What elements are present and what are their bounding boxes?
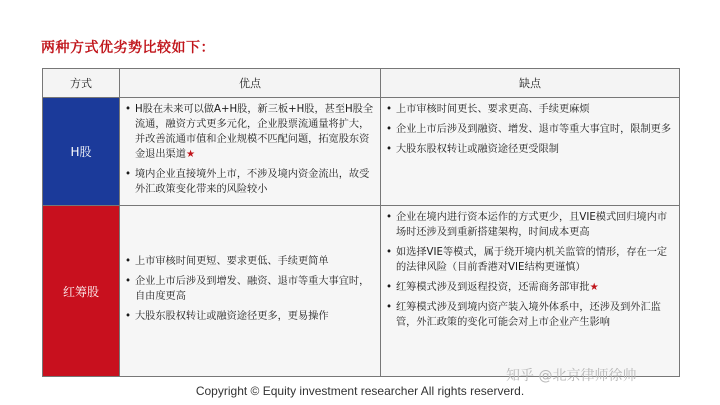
table-header-row — [43, 69, 680, 98]
list-item: • 上市审核时间更短、要求更低、手续更简单 — [125, 256, 329, 267]
star-icon: ★ — [589, 282, 599, 293]
row-label-red-chip: 红筹股 — [43, 206, 120, 377]
bullet-icon: • — [386, 104, 393, 115]
bullet-icon: • — [125, 104, 132, 115]
copyright-footer: Copyright © Equity investment researcher All rights reserverd. — [195, 384, 525, 398]
list-item: • 境内企业直接境外上市，不涉及境内资金流出，故受外汇政策变化带来的风险较小 — [125, 169, 370, 195]
header-cons: 缺点 — [381, 69, 680, 98]
pros-cell-red-chip — [120, 206, 381, 377]
row-label-h-share: H股 — [43, 98, 120, 206]
table-row-red-chip — [43, 206, 680, 377]
bullet-icon: • — [125, 276, 132, 287]
list-item: • 大股东股权转让或融资途径更多，更易操作 — [125, 311, 329, 322]
bullet-icon: • — [386, 282, 393, 293]
list-item: • 企业在境内进行资本运作的方式更少，且VIE模式回归境内市场时还涉及到重新搭建架构，时间成本更高 — [386, 212, 668, 238]
bullet-icon: • — [386, 302, 393, 313]
list-item: • 上市审核时间更长、要求更高、手续更麻烦 — [386, 104, 590, 115]
watermark: 知乎 @北京律师徐帅 — [506, 368, 637, 384]
list-item: • 红筹模式涉及到境内资产装入境外体系中，还涉及到外汇监管，外汇政策的变化可能会对上市企业产生影响 — [386, 302, 661, 328]
bullet-icon: • — [386, 124, 393, 135]
list-item: • 企业上市后涉及到增发、融资、退市等重大事宜时，自由度更高 — [125, 276, 370, 302]
page-title: 两种方式优劣势比较如下： — [41, 40, 215, 56]
comparison-table — [42, 68, 680, 377]
list-item: • 红筹模式涉及到返程投资，还需商务部审批★ — [386, 282, 599, 293]
bullet-icon: • — [386, 144, 393, 155]
list-item: • 大股东股权转让或融资途径更受限制 — [386, 144, 559, 155]
list-item: • 如选择VIE等模式，属于绕开境内机关监管的情形，存在一定的法律风险（目前香港对VIE结构更谨慎） — [386, 247, 668, 273]
list-item: • H股在未来可以做A+H股，新三板+H股，甚至H股全流通，融资方式更多元化，企业股票流通量将扩大，并改善流通市值和企业规模不匹配问题，拓宽股东资金退出渠道★ — [125, 104, 374, 160]
cons-cell-red-chip — [381, 206, 680, 377]
list-item: • 企业上市后涉及到融资、增发、退市等重大事宜时，限制更多 — [386, 124, 672, 135]
bullet-icon: • — [386, 247, 393, 258]
table-row-h-share — [43, 98, 680, 206]
bullet-icon: • — [125, 169, 132, 180]
header-pros: 优点 — [120, 69, 381, 98]
bullet-icon: • — [125, 311, 132, 322]
star-icon: ★ — [185, 149, 196, 160]
header-method: 方式 — [43, 69, 120, 98]
pros-cell-h-share — [120, 98, 381, 206]
cons-cell-h-share — [381, 98, 680, 206]
bullet-icon: • — [386, 212, 393, 223]
bullet-icon: • — [125, 256, 132, 267]
